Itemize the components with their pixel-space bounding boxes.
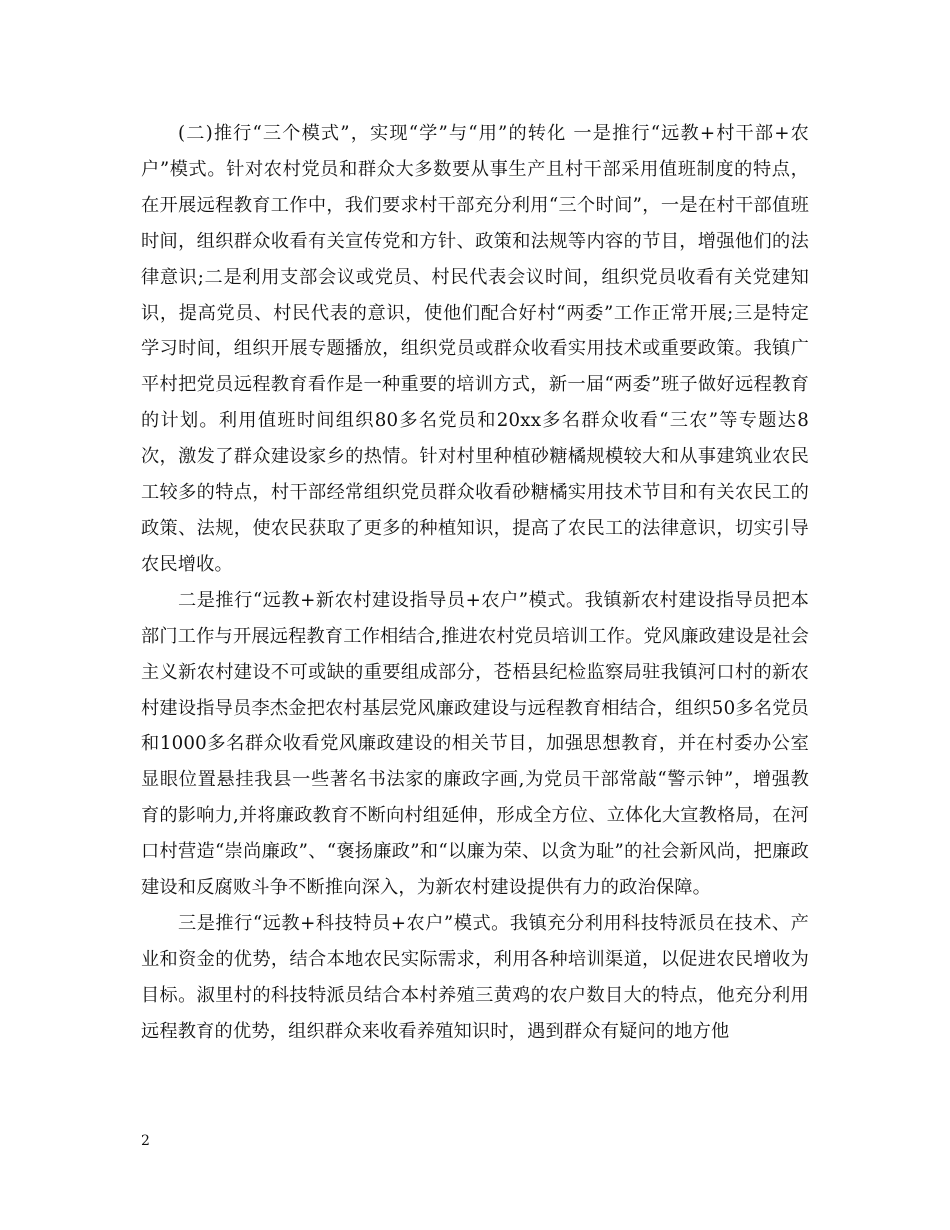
paragraph-new-countryside-instructor: 二是推行“远教+新农村建设指导员+农户”模式。我镇新农村建设指导员把本部门工作与开展远程教育工作相结合,推进农村党员培训工作。党风廉政建设是社会主义新农村建设不可或缺的重要组成部分，苍梧县纪检监察局驻我镇河口村的新农村建设指导员李杰金把农村基层党风廉政建设与远程教育相结合，组织50多名党员和1000多名群众收看党风廉政建设的相关节目，加强思想教育，并在村委办公室显眼位置悬挂我县一些著名书法家的廉政字画,为党员干部常敲“警示钟”，增强教育的影响力,并将廉政教育不断向村组延伸，形成全方位、立体化大宣教格局，在河口村营造“崇尚廉政”、“褒扬廉政”和“以廉为荣、以贪为耻”的社会新风尚，把廉政建设和反腐败斗争不断推向深入，为新农村建设提供有力的政治保障。	[141, 589, 809, 899]
paragraph-three-modes-intro: (二)推行“三个模式”，实现“学”与“用”的转化 一是推行“远教+村干部+农户”模式。针对农村党员和群众大多数要从事生产且村干部采用值班制度的特点，在开展远程教育工作中，我们要求村干部充分利用“三个时间”，一是在村干部值班时间，组织群众收看有关宣传党和方针、政策和法规等内容的节目，增强他们的法律意识;二是利用支部会议或党员、村民代表会议时间，组织党员收看有关党建知识，提高党员、村民代表的意识，使他们配合好村“两委”工作正常开展;三是特定学习时间，组织开展专题播放，组织党员或群众收看实用技术或重要政策。我镇广平村把党员远程教育看作是一种重要的培训方式，新一届“两委”班子做好远程教育的计划。利用值班时间组织80多名党员和20xx多名群众收看“三农”等专题达8次，激发了群众建设家乡的热情。针对村里种植砂糖橘规模较大和从事建筑业农民工较多的特点，村干部经常组织党员群众收看砂糖橘实用技术节目和有关农民工的政策、法规，使农民获取了更多的种植知识，提高了农民工的法律意识，切实引导农民增收。	[141, 123, 809, 575]
paragraph-tech-specialist: 三是推行“远教+科技特员+农户”模式。我镇充分利用科技特派员在技术、产业和资金的优势，结合本地农民实际需求，利用各种培训渠道，以促进农民增收为目标。淑里村的科技特派员结合本村养殖三黄鸡的农户数目大的特点，他充分利用远程教育的优势，组织群众来收看养殖知识时，遇到群众有疑问的地方他	[141, 912, 809, 1042]
document-body	[141, 116, 809, 1050]
page-number: 2	[141, 1133, 150, 1149]
